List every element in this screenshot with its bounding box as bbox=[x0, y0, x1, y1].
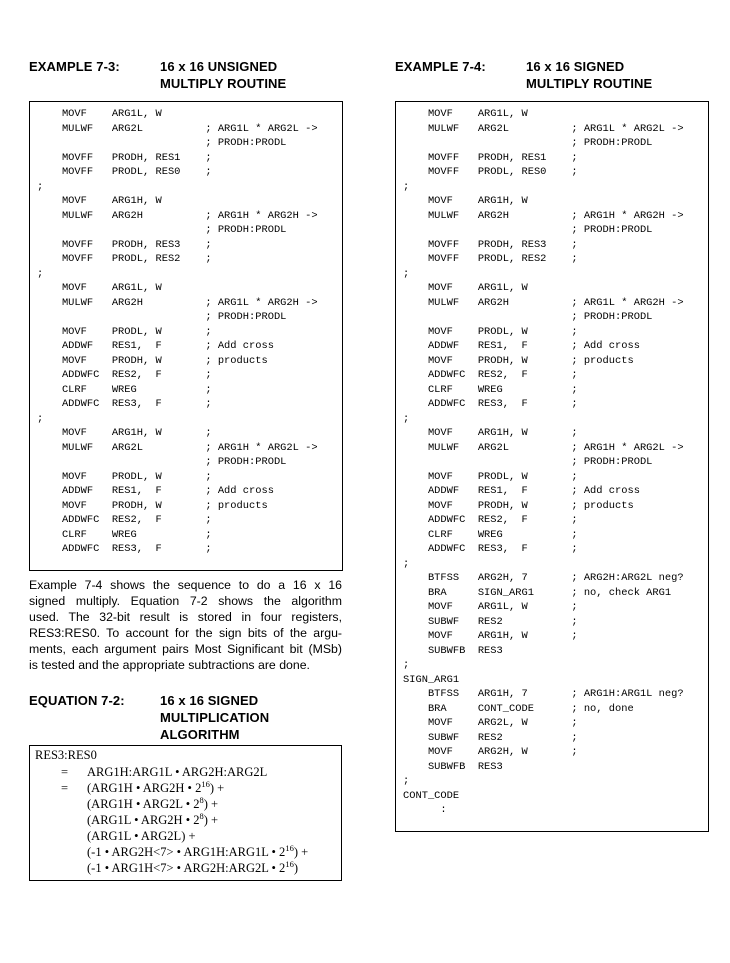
code-line: MOVFF PRODL, RES0 ; bbox=[37, 166, 212, 178]
code-line: BRA SIGN_ARG1 ; no, check ARG1 bbox=[403, 586, 672, 599]
code-line: MOVFF PRODH, RES1 ; bbox=[403, 151, 578, 164]
code-line: MOVFF PRODH, RES3 ; bbox=[403, 238, 578, 251]
equation-lhs: RES3:RES0 bbox=[35, 748, 97, 762]
example-7-3-code bbox=[37, 107, 318, 557]
code-line: ; bbox=[403, 557, 410, 570]
code-line: MOVF ARG1L, W bbox=[403, 108, 528, 120]
code-line: ; bbox=[403, 775, 410, 787]
code-line: CLRF WREG ; bbox=[37, 383, 212, 396]
code-line: MOVFF PRODH, RES1 ; bbox=[37, 151, 212, 164]
equation-7-2-label: EQUATION 7-2: bbox=[29, 693, 125, 708]
code-line: MULWF ARG2L ; ARG1H * ARG2L -> bbox=[37, 441, 318, 454]
example-7-3-title: 16 x 16 UNSIGNED MULTIPLY ROUTINE bbox=[160, 59, 287, 91]
code-line: MOVF ARG2H, W ; bbox=[403, 746, 578, 758]
example-7-4-code bbox=[403, 107, 684, 818]
equation-line-7: (-1 • ARG1H<7> • ARG2H:ARG2L • $2^{16}$) bbox=[87, 859, 298, 875]
equation-line-2: (ARG1H • ARG2H • $2^{16}$) + bbox=[87, 779, 225, 795]
code-line: MULWF ARG2H ; ARG1L * ARG2H -> bbox=[37, 296, 318, 309]
code-line: ADDWFC RES3, F ; bbox=[403, 398, 578, 410]
code-line: ; PRODH:PRODL bbox=[403, 224, 653, 236]
code-line: SUBWFB RES3 bbox=[403, 644, 503, 657]
code-line: MOVF ARG1L, W bbox=[37, 282, 162, 294]
code-line: MOVF ARG1H, W bbox=[403, 195, 528, 207]
code-line: ; PRODH:PRODL bbox=[37, 137, 287, 149]
code-line: ADDWFC RES2, F ; bbox=[37, 514, 212, 526]
code-line: MOVFF PRODH, RES3 ; bbox=[37, 238, 212, 251]
code-line: ADDWF RES1, F ; Add cross bbox=[403, 340, 640, 352]
code-line: CLRF WREG ; bbox=[37, 528, 212, 541]
code-line: BTFSS ARG1H, 7 ; ARG1H:ARG1L neg? bbox=[403, 688, 684, 700]
code-line: MOVF PRODL, W ; bbox=[403, 325, 578, 338]
code-line: MULWF ARG2H ; ARG1H * ARG2H -> bbox=[37, 209, 318, 222]
code-line: ADDWFC RES2, F ; bbox=[403, 514, 578, 526]
code-line: ; PRODH:PRODL bbox=[403, 137, 653, 149]
code-line: MOVF ARG1H, W ; bbox=[37, 427, 212, 439]
code-line: SUBWF RES2 ; bbox=[403, 615, 578, 628]
code-line: MULWF ARG2L ; ARG1L * ARG2L -> bbox=[37, 122, 318, 135]
equation-line-1: ARG1H:ARG1L • ARG2H:ARG2L bbox=[87, 765, 268, 779]
example-7-3-code-box bbox=[29, 101, 343, 571]
code-line: SIGN_ARG1 bbox=[403, 673, 460, 686]
code-line: ADDWFC RES2, F ; bbox=[37, 369, 212, 381]
code-line: ADDWFC RES3, F ; bbox=[403, 543, 578, 555]
code-line: ADDWFC RES2, F ; bbox=[403, 369, 578, 381]
code-line: MOVF PRODL, W ; bbox=[403, 470, 578, 483]
code-line: ; bbox=[403, 412, 410, 425]
equation-line-6: (-1 • ARG2H<7> • ARG1H:ARG1L • $2^{16}$) + bbox=[87, 843, 309, 859]
code-line: MOVF ARG1L, W bbox=[403, 282, 528, 294]
code-line: ADDWFC RES3, F ; bbox=[37, 543, 212, 555]
equation-line-3: (ARG1H • ARG2L • $2^8$) + bbox=[87, 795, 219, 811]
code-line: ; PRODH:PRODL bbox=[403, 456, 653, 468]
code-line: ; bbox=[403, 180, 410, 193]
code-line: MULWF ARG2H ; ARG1H * ARG2H -> bbox=[403, 209, 684, 222]
example-7-4-label: EXAMPLE 7-4: bbox=[395, 59, 486, 74]
code-line: ADDWF RES1, F ; Add cross bbox=[403, 485, 640, 497]
code-line: MOVF ARG1L, W bbox=[37, 108, 162, 120]
equals-sign: = bbox=[61, 765, 69, 779]
code-line: : bbox=[403, 804, 447, 816]
code-line: MULWF ARG2L ; ARG1H * ARG2L -> bbox=[403, 441, 684, 454]
example-7-3-label: EXAMPLE 7-3: bbox=[29, 59, 120, 74]
code-line: BTFSS ARG2H, 7 ; ARG2H:ARG2L neg? bbox=[403, 572, 684, 584]
code-line: MOVF PRODH, W ; products bbox=[403, 354, 634, 367]
code-line: MOVF ARG2L, W ; bbox=[403, 717, 578, 729]
code-line: ; PRODH:PRODL bbox=[37, 311, 287, 323]
code-line: CLRF WREG ; bbox=[403, 528, 578, 541]
code-line: SUBWF RES2 ; bbox=[403, 731, 578, 744]
code-line: MOVF ARG1H, W ; bbox=[403, 427, 578, 439]
code-line: MOVF ARG1H, W ; bbox=[403, 630, 578, 642]
code-line: MOVF PRODL, W ; bbox=[37, 470, 212, 483]
code-line: MOVF PRODL, W ; bbox=[37, 325, 212, 338]
code-line: ; bbox=[37, 412, 44, 425]
description-paragraph: Example 7-4 shows the sequence to do a 16 x 16 signed multiply. Equation 7-2 shows the algorithm used. The 32-bit result is stored in four registers, RES3:RES0. To account for the sign bits of the argu- ments, each argument pairs Most Significant bit (MSb) is tested and the appropriate subtractions are done. bbox=[29, 578, 342, 672]
equation-line-5: (ARG1L • ARG2L) + bbox=[87, 829, 196, 843]
code-line: ; bbox=[37, 180, 44, 193]
code-line: MOVF PRODH, W ; products bbox=[37, 354, 268, 367]
equals-sign: = bbox=[61, 781, 69, 795]
equation-line-4: (ARG1L • ARG2H • $2^8$) + bbox=[87, 811, 219, 827]
code-line: MOVF ARG1H, W bbox=[37, 195, 162, 207]
code-line: MULWF ARG2H ; ARG1L * ARG2H -> bbox=[403, 296, 684, 309]
code-line: BRA CONT_CODE ; no, done bbox=[403, 702, 634, 715]
code-line: MOVF PRODH, W ; products bbox=[403, 499, 634, 512]
code-line: MOVFF PRODL, RES0 ; bbox=[403, 166, 578, 178]
equation-7-2-title: 16 x 16 SIGNED MULTIPLICATION ALGORITHM bbox=[160, 693, 270, 742]
code-line: ; bbox=[403, 267, 410, 280]
code-line: CONT_CODE bbox=[403, 789, 460, 802]
equation-box bbox=[29, 745, 342, 881]
code-line: ADDWF RES1, F ; Add cross bbox=[37, 485, 274, 497]
code-line: ; PRODH:PRODL bbox=[403, 311, 653, 323]
code-line: ADDWF RES1, F ; Add cross bbox=[37, 340, 274, 352]
code-line: ; bbox=[403, 659, 410, 671]
code-line: MOVFF PRODL, RES2 ; bbox=[37, 253, 212, 265]
example-7-4-code-box bbox=[395, 101, 709, 832]
code-line: ; bbox=[37, 267, 44, 280]
code-line: ; PRODH:PRODL bbox=[37, 224, 287, 236]
code-line: SUBWFB RES3 bbox=[403, 760, 503, 773]
code-line: MOVFF PRODL, RES2 ; bbox=[403, 253, 578, 265]
code-line: MOVF PRODH, W ; products bbox=[37, 499, 268, 512]
code-line: ADDWFC RES3, F ; bbox=[37, 398, 212, 410]
code-line: MOVF ARG1L, W ; bbox=[403, 601, 578, 613]
code-line: ; PRODH:PRODL bbox=[37, 456, 287, 468]
example-7-4-title: 16 x 16 SIGNED MULTIPLY ROUTINE bbox=[526, 59, 653, 91]
code-line: MULWF ARG2L ; ARG1L * ARG2L -> bbox=[403, 122, 684, 135]
code-line: CLRF WREG ; bbox=[403, 383, 578, 396]
